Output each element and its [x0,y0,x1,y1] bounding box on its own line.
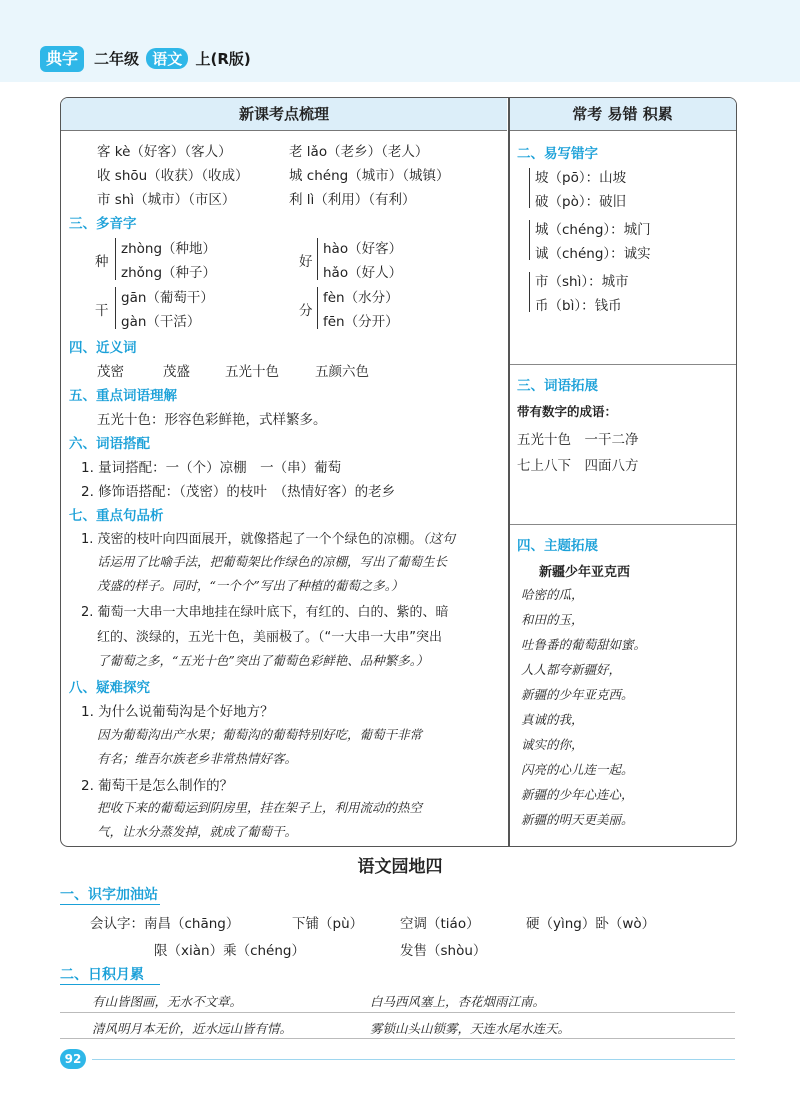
subject-badge: 语文 [146,48,188,69]
title-underline [60,984,160,985]
section-title: 三、词语拓展 [517,378,598,394]
polyphone-char: 干 [95,303,109,319]
left-title: 新课考点梳理 [61,98,507,131]
ruled-line [60,1012,735,1013]
collocation: 1. 量词搭配：一（个）凉棚 一（串）葡萄 [81,460,342,476]
proverb: 有山皆图画，无水不文章。 [92,994,243,1009]
section-title: 五、重点词语理解 [69,388,177,404]
footer-line [92,1059,735,1060]
volume-label: 上(R版) [195,50,251,68]
proverb: 雾锁山头山锁雾，天连水尾水连天。 [370,1021,571,1036]
poem-line: 新疆的明天更美丽。 [521,812,634,827]
poem-line: 闪亮的心儿连一起。 [521,762,634,777]
idiom-line: 五光十色 一干二净 [517,432,639,448]
ruled-line [60,1038,735,1039]
section-title: 七、重点句品析 [69,508,164,524]
right-title: 常考 易错 积累 [509,98,736,131]
error-char: 城（chéng）：城门 [535,222,651,238]
proverb: 清风明月本无价，近水远山皆有情。 [92,1021,293,1036]
proverb: 白马西风塞上，杏花烟雨江南。 [370,994,546,1009]
polyphone-reading: zhǒng（种子） [121,265,217,281]
answer: 因为葡萄沟出产水果；葡萄沟的葡萄特别好吃，葡萄干非常 [97,727,423,742]
error-char: 诚（chéng）：诚实 [535,246,651,262]
brace [115,287,116,329]
collocation: 2. 修饰语搭配：（茂密）的枝叶 （热情好客）的老乡 [81,484,396,500]
pinyin-line: 收 shōu（收获）（收成） [97,168,249,184]
grade-label: 二年级 [94,50,140,68]
brace [317,238,318,280]
idiom-subtitle: 带有数字的成语： [517,404,618,419]
book-info [94,48,251,69]
section-title: 三、多音字 [69,216,137,232]
poem-title: 新疆少年亚克西 [539,565,631,580]
polyphone-reading: gàn（干活） [121,314,201,330]
polyphone-char: 分 [299,303,313,319]
brace [115,238,116,280]
brace [529,272,530,312]
char-group: 限（xiàn）乘（chéng） [154,943,305,959]
definition: 五光十色：形容色彩鲜艳，式样繁多。 [97,412,327,428]
analysis: 了葡萄之多，“五光十色”突出了葡萄色彩鲜艳、品种繁多。） [97,653,429,668]
sentence: 1. 茂密的枝叶向四面展开，就像搭起了一个个绿色的凉棚。（这句 [81,532,456,547]
error-char: 破（pò）：破旧 [535,194,627,210]
poem-line: 真诚的我， [521,712,584,727]
brace [529,220,530,260]
synonym: 茂盛 [163,364,190,380]
error-char: 坡（pō）：山坡 [535,170,627,186]
synonym: 茂密 [97,364,124,380]
polyphone-reading: hǎo（好人） [323,265,403,281]
question: 2. 葡萄干是怎么制作的？ [81,778,234,794]
section-title: 八、疑难探究 [69,680,150,696]
subsection-title: 二、日积月累 [60,967,144,983]
divider [510,364,736,365]
poem-line: 哈密的瓜， [521,587,584,602]
polyphone-reading: fēn（分开） [323,314,399,330]
section-title: 六、词语搭配 [69,436,150,452]
pinyin-line: 客 kè（好客）（客人） [97,144,232,160]
divider [510,524,736,525]
summary-box [60,97,737,847]
polyphone-reading: fèn（水分） [323,290,399,306]
poem-line: 人人都夸新疆好， [521,662,622,677]
column-divider [508,98,510,846]
error-char: 市（shì）：城市 [535,274,629,290]
polyphone-reading: gān（葡萄干） [121,290,214,306]
polyphone-char: 好 [299,254,313,270]
analysis: 茂盛的样子。同时，“一个个”写出了种植的葡萄之多。） [97,578,404,593]
pinyin-line: 老 lǎo（老乡）（老人） [289,144,429,160]
answer: 气，让水分蒸发掉，就成了葡萄干。 [97,824,298,839]
poem-line: 新疆的少年亚克西。 [521,687,634,702]
question: 1. 为什么说葡萄沟是个好地方？ [81,704,274,720]
synonym: 五颜六色 [315,364,369,380]
analysis: 话运用了比喻手法，把葡萄架比作绿色的凉棚，写出了葡萄生长 [97,554,448,569]
sentence: 2. 葡萄一大串一大串地挂在绿叶底下，有红的、白的、紫的、暗 [81,605,449,620]
section-heading: 语文园地四 [357,857,443,877]
section-title: 四、近义词 [69,340,137,356]
synonym: 五光十色 [225,364,279,380]
answer: 有名；维吾尔族老乡非常热情好客。 [97,751,298,766]
pinyin-line: 利 lì（利用）（有利） [289,192,416,208]
char-group: 发售（shòu） [400,943,487,959]
poem-line: 和田的玉， [521,612,584,627]
error-char: 币（bì）：钱币 [535,298,622,314]
char-group: 会认字：南昌（chāng） [90,916,240,932]
brand-logo: 典字 [40,46,84,72]
section-title: 二、易写错字 [517,146,598,162]
section-title: 四、主题拓展 [517,538,598,554]
char-group: 硬（yìng）卧（wò） [526,916,656,932]
idiom-line: 七上八下 四面八方 [517,458,639,474]
pinyin-line: 市 shì（城市）（市区） [97,192,236,208]
poem-line: 新疆的少年心连心， [521,787,634,802]
title-underline [60,904,160,905]
brace [317,287,318,329]
char-group: 空调（tiáo） [400,916,480,932]
subsection-title: 一、识字加油站 [60,887,158,903]
polyphone-reading: hào（好客） [323,241,403,257]
poem-line: 诚实的你， [521,737,584,752]
pinyin-line: 城 chéng（城市）（城镇） [289,168,450,184]
brace [529,168,530,208]
page-number: 92 [60,1049,86,1069]
polyphone-char: 种 [95,254,109,270]
answer: 把收下来的葡萄运到阴房里，挂在架子上，利用流动的热空 [97,800,423,815]
sentence: 红的、淡绿的，五光十色，美丽极了。（“一大串一大串”突出 [97,630,442,645]
header-band [0,0,800,82]
poem-line: 吐鲁番的葡萄甜如蜜。 [521,637,647,652]
char-group: 下铺（pù） [292,916,364,932]
polyphone-reading: zhòng（种地） [121,241,217,257]
